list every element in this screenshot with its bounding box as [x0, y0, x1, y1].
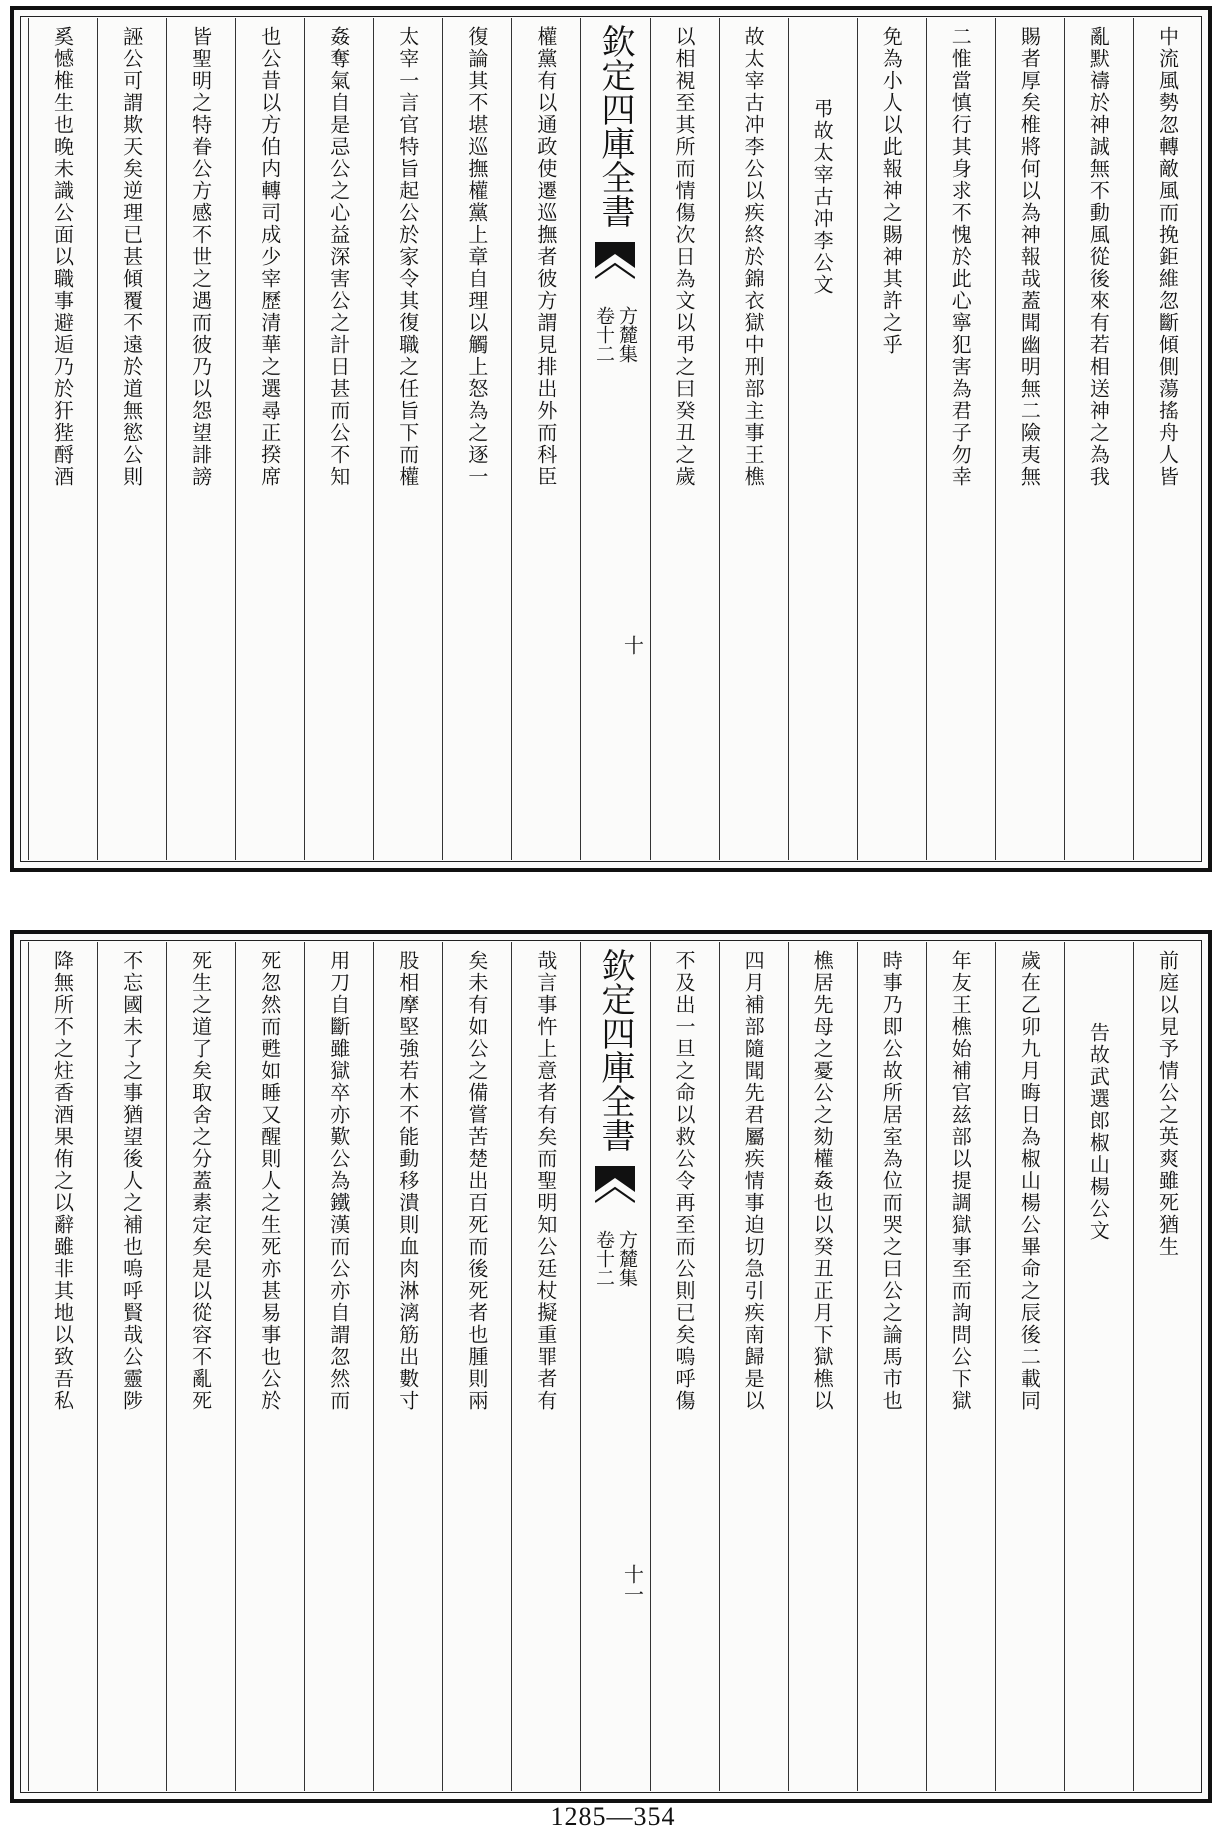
bottom-text-line: 前庭以見予情公之英爽雖死猶生 [1155, 950, 1180, 1258]
bottom-text-line: 不及出一旦之命以救公令再至而公則已矣嗚呼傷 [672, 950, 697, 1412]
top-text-column [373, 20, 442, 858]
top-text-line: 以相視至其所而情傷次日為文以弔之曰癸丑之歲 [672, 26, 697, 488]
bottom-text-line: 死忽然而甦如睡又醒則人之生死亦甚易事也公於 [257, 950, 282, 1412]
bottom-text-column [442, 944, 511, 1789]
top-text-column [857, 20, 926, 858]
top-column-rule [97, 18, 98, 860]
top-text-line: 太宰一言官特旨起公於家令其復職之任旨下而權 [395, 26, 420, 488]
bottom-column-rule [235, 942, 236, 1791]
bottom-text-line: 降無所不之炷香酒果侑之以辭雖非其地以致吾私 [50, 950, 75, 1412]
top-column-rule [511, 18, 512, 860]
bottom-book-title: 方麓集 [615, 1230, 638, 1287]
bottom-text-line: 死生之道了矣取舍之分蓋素定矣是以從容不亂死 [188, 950, 213, 1412]
top-text-column [1133, 20, 1202, 858]
top-text-line: 權黨有以通政使遷巡撫者彼方謂見排出外而科臣 [533, 26, 558, 488]
top-column-rule [166, 18, 167, 860]
bottom-text-column [995, 944, 1064, 1789]
top-text-line: 免為小人以此報神之賜神其許之乎 [879, 26, 904, 356]
bottom-fishtail-mark [595, 1166, 635, 1206]
bottom-text-column [304, 944, 373, 1789]
top-column-rule [304, 18, 305, 860]
top-page [10, 6, 1212, 872]
top-text-column [511, 20, 580, 858]
bottom-column-rule [857, 942, 858, 1791]
bottom-book-info [594, 1230, 636, 1287]
bottom-text-column [1133, 944, 1202, 1789]
bottom-text-column [97, 944, 166, 1789]
top-text-column [97, 20, 166, 858]
top-text-column [788, 20, 857, 858]
top-column-rule [788, 18, 789, 860]
bottom-column-rule [511, 942, 512, 1791]
top-book-info [594, 306, 636, 363]
bottom-text-line: 股相摩堅強若木不能動移潰則血肉淋漓筋出數寸 [395, 950, 420, 1412]
top-column-rule [1064, 18, 1065, 860]
bottom-column-rule [719, 942, 720, 1791]
bottom-column-rule [166, 942, 167, 1791]
top-text-column [304, 20, 373, 858]
top-column-rule [235, 18, 236, 860]
bottom-text-line: 樵居先母之憂公之劾權姦也以癸丑正月下獄樵以 [810, 950, 835, 1412]
top-text-column [650, 20, 719, 858]
top-text-line: 誣公可謂欺天矣逆理已甚傾覆不遠於道無慾公則 [119, 26, 144, 488]
bottom-column-rule [97, 942, 98, 1791]
page-number: 1285—354 [550, 1802, 676, 1831]
top-column-rule [373, 18, 374, 860]
bottom-folio-number: 十一 [620, 1563, 645, 1604]
bottom-text-line: 用刀自斷雖獄卒亦歎公為鐵漢而公亦自謂忽然而 [326, 950, 351, 1412]
bottom-text-line: 時事乃即公故所居室為位而哭之曰公之論馬市也 [879, 950, 904, 1412]
top-text-line: 中流風勢忽轉敵風而挽鉅維忽斷傾側蕩搖舟人皆 [1155, 26, 1180, 488]
top-text-line: 亂默禱於神誠無不動風從後來有若相送神之為我 [1086, 26, 1111, 488]
top-column-rule [719, 18, 720, 860]
top-text-column [235, 20, 304, 858]
bottom-text-column [650, 944, 719, 1789]
top-text-column [926, 20, 995, 858]
top-column-rule [650, 18, 651, 860]
top-text-line: 故太宰古冲李公以疾終於錦衣獄中刑部主事王樵 [741, 26, 766, 488]
bottom-text-line: 年友王樵始補官兹部以提調獄事至而詢問公下獄 [948, 950, 973, 1412]
top-text-column [995, 20, 1064, 858]
top-text-line: 也公昔以方伯内轉司成少宰歷清華之選尋正揆席 [257, 26, 282, 488]
bottom-column-rule [1064, 942, 1065, 1791]
bottom-text-line: 哉言事忤上意者有矣而聖明知公廷杖擬重罪者有 [533, 950, 558, 1412]
top-book-title: 方麓集 [615, 306, 638, 363]
top-text-line: 皆聖明之特眷公方感不世之遇而彼乃以怨望誹謗 [188, 26, 213, 488]
bottom-library-title: 欽定四庫全書 [594, 948, 635, 1152]
bottom-text-column [788, 944, 857, 1789]
top-heading: 弔故太宰古冲李公文 [810, 98, 835, 296]
bottom-text-line: 矣未有如公之備嘗苦楚出百死而後死者也腫則兩 [464, 950, 489, 1412]
bottom-column-rule [788, 942, 789, 1791]
bottom-text-column [166, 944, 235, 1789]
bottom-heading: 告故武選郎椒山楊公文 [1086, 1022, 1111, 1242]
top-text-column [28, 20, 97, 858]
bottom-column-rule [28, 942, 29, 1791]
bottom-column-rule [1133, 942, 1134, 1791]
bottom-center-column [580, 944, 649, 1789]
bottom-text-line: 歲在乙卯九月晦日為椒山楊公畢命之辰後二載同 [1017, 950, 1042, 1412]
bottom-text-column [719, 944, 788, 1789]
top-text-line: 復論其不堪巡撫權黨上章自理以觸上怒為之逐一 [464, 26, 489, 488]
top-text-line: 二惟當慎行其身求不愧於此心寧犯害為君子勿幸 [948, 26, 973, 488]
top-column-rule [995, 18, 996, 860]
top-column-rule [857, 18, 858, 860]
bottom-column-rule [373, 942, 374, 1791]
bottom-text-column [926, 944, 995, 1789]
bottom-column-rule [304, 942, 305, 1791]
top-column-rule [1133, 18, 1134, 860]
bottom-volume-label: 卷十二 [592, 1230, 615, 1287]
bottom-column-rule [442, 942, 443, 1791]
top-text-column [442, 20, 511, 858]
top-column-rule [28, 18, 29, 860]
bottom-text-line: 不忘國未了之事猶望後人之補也嗚呼賢哉公靈陟 [119, 950, 144, 1412]
top-volume-label: 卷十二 [592, 306, 615, 363]
bottom-text-column [1064, 944, 1133, 1789]
bottom-column-rule [926, 942, 927, 1791]
top-text-line: 奚憾椎生也晚未識公面以職事避逅乃於犴狴酹酒 [50, 26, 75, 488]
top-text-line: 賜者厚矣椎將何以為神報哉蓋聞幽明無二險夷無 [1017, 26, 1042, 488]
bottom-text-column [373, 944, 442, 1789]
top-column-rule [926, 18, 927, 860]
bottom-column-rule [995, 942, 996, 1791]
top-fishtail-mark [595, 242, 635, 282]
top-column-rule [442, 18, 443, 860]
top-text-column [1064, 20, 1133, 858]
bottom-text-column [511, 944, 580, 1789]
top-text-column [166, 20, 235, 858]
bottom-column-rule [650, 942, 651, 1791]
top-text-column [719, 20, 788, 858]
top-text-line: 姦奪氣自是忌公之心益深害公之計日甚而公不知 [326, 26, 351, 488]
top-library-title: 欽定四庫全書 [594, 24, 635, 228]
bottom-text-column [857, 944, 926, 1789]
top-center-column [580, 20, 649, 858]
bottom-text-column [235, 944, 304, 1789]
bottom-page [10, 930, 1212, 1803]
bottom-text-line: 四月補部隨聞先君屬疾情事迫切急引疾南歸是以 [741, 950, 766, 1412]
bottom-text-column [28, 944, 97, 1789]
top-folio-number: 十 [620, 634, 645, 655]
